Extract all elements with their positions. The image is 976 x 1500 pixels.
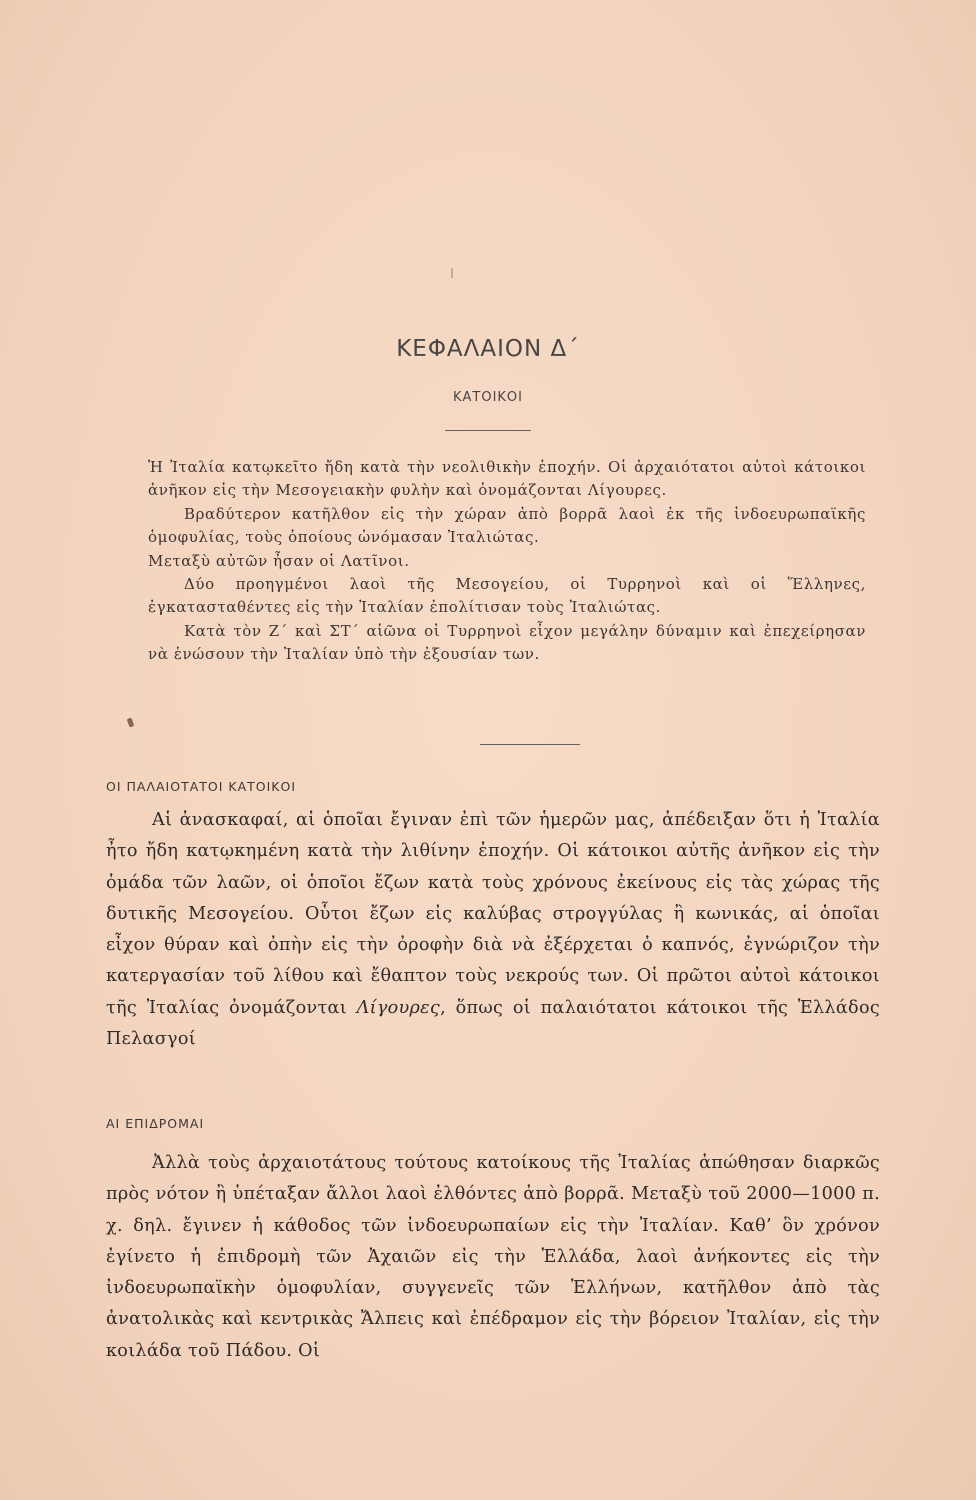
body-text-run: , ὅπως οἱ παλαιότατοι κάτοικοι τῆς Ἑλλάδος Πελασγοί	[106, 997, 881, 1050]
body-text-run: Αἱ ἀνασκαφαί, αἱ ὁποῖαι ἔγιναν ἐπὶ τῶν ἡμερῶν μας, ἀπέδειξαν ὅτι ἡ Ἰταλία ἦτο ἤδη κατῳκημένη κατὰ τὴν λιθίνην ἐποχήν. Οἱ κάτοικοι αὐτῆς ἀνῆκον εἰς τὴν ὁμάδα τῶν λαῶν, οἱ ὁποῖοι ἔζων κατὰ τοὺς χρόνους ἐκείνους εἰς τὰς χώρας τῆς δυτικῆς Μεσογείου. Οὗτοι ἔζων εἰς καλύβας στρογγύλας ἢ κωνικάς, αἱ ὁποῖαι εἶχον θύραν καὶ ὀπὴν εἰς τὴν ὀροφὴν διὰ νὰ ἐξέρχεται ὁ καπνός, ἐγνώριζον τὴν κατεργασίαν τοῦ λίθου καὶ ἔθαπτον τοὺς νεκρούς των. Οἱ πρῶτοι αὐτοὶ κάτοικοι τῆς Ἰταλίας ὀνομάζονται	[106, 810, 880, 1018]
section-body	[106, 805, 880, 1055]
chapter-title: ΚΕΦΑΛΑΙΟΝ Δ΄	[396, 336, 580, 362]
chapter-subtitle: ΚΑΤΟΙΚΟΙ	[452, 390, 524, 405]
summary-paragraph: Κατὰ τὸν Ζ΄ καὶ ΣΤ΄ αἰῶνα οἱ Τυρρηνοὶ εἶχον μεγάλην δύναμιν καὶ ἐπεχείρησαν νὰ ἑνώσουν τὴν Ἰταλίαν ὑπὸ τὴν ἐξουσίαν των.	[148, 621, 866, 664]
section-heading: ΟΙ ΠΑΛΑΙΟΤΑΤΟΙ ΚΑΤΟΙΚΟΙ	[106, 779, 297, 794]
print-speck	[451, 268, 453, 278]
divider-rule	[480, 744, 580, 745]
body-paragraph	[106, 805, 880, 1055]
summary-paragraph: Δύο προηγμένοι λαοὶ τῆς Μεσογείου, οἱ Τυρρηνοὶ καὶ οἱ Ἕλληνες, ἐγκατασταθέντες εἰς τὴν Ἰταλίαν ἐπολίτισαν τοὺς Ἰταλιώτας.	[148, 575, 866, 617]
divider-rule	[445, 430, 531, 431]
ink-mark	[127, 717, 135, 727]
summary-paragraph: Βραδύτερον κατῆλθον εἰς τὴν χώραν ἀπὸ βορρᾶ λαοὶ ἐκ τῆς ἰνδοευρωπαϊκῆς ὁμοφυλίας, τοὺς ὁποίους ὠνόμασαν Ἰταλιώτας.	[148, 504, 866, 547]
body-paragraph: Ἀλλὰ τοὺς ἀρχαιοτάτους τούτους κατοίκους τῆς Ἰταλίας ἀπώθησαν διαρκῶς πρὸς νότον ἢ ὑπέταξαν ἄλλοι λαοὶ ἐλθόντες ἀπὸ βορρᾶ. Μεταξὺ τοῦ 2000—1000 π. χ. δηλ. ἔγινεν ἡ κάθοδος τῶν ἰνδοευρωπαίων εἰς τὴν Ἰταλίαν. Καθ’ ὃν χρόνον ἐγίνετο ἡ ἐπιδρομὴ τῶν Ἀχαιῶν εἰς τὴν Ἑλλάδα, λαοὶ ἀνήκοντες εἰς τὴν ἰνδοευρωπαϊκὴν ὁμοφυλίαν, συγγενεῖς τῶν Ἑλλήνων, κατῆλθον ἀπὸ τὰς ἀνατολικὰς καὶ κεντρικὰς Ἄλπεις καὶ ἐπέδραμον εἰς τὴν βόρειον Ἰταλίαν, εἰς τὴν κοιλάδα τοῦ Πάδου. Οἱ	[106, 1153, 880, 1361]
emphasized-term: Λίγουρες	[356, 997, 441, 1018]
chapter-summary	[148, 456, 866, 667]
summary-paragraph: Μεταξὺ αὐτῶν ἦσαν οἱ Λατῖνοι.	[148, 551, 410, 570]
section-body	[106, 1148, 880, 1367]
section-heading: ΑΙ ΕΠΙΔΡΟΜΑΙ	[106, 1116, 205, 1131]
summary-paragraph: Ἡ Ἰταλία κατῳκεῖτο ἤδη κατὰ τὴν νεολιθικὴν ἐποχήν. Οἱ ἀρχαιότατοι αὐτοὶ κάτοικοι ἀνῆκον εἰς τὴν Μεσογειακὴν φυλὴν καὶ ὀνομάζονται Λίγουρες.	[148, 458, 866, 500]
